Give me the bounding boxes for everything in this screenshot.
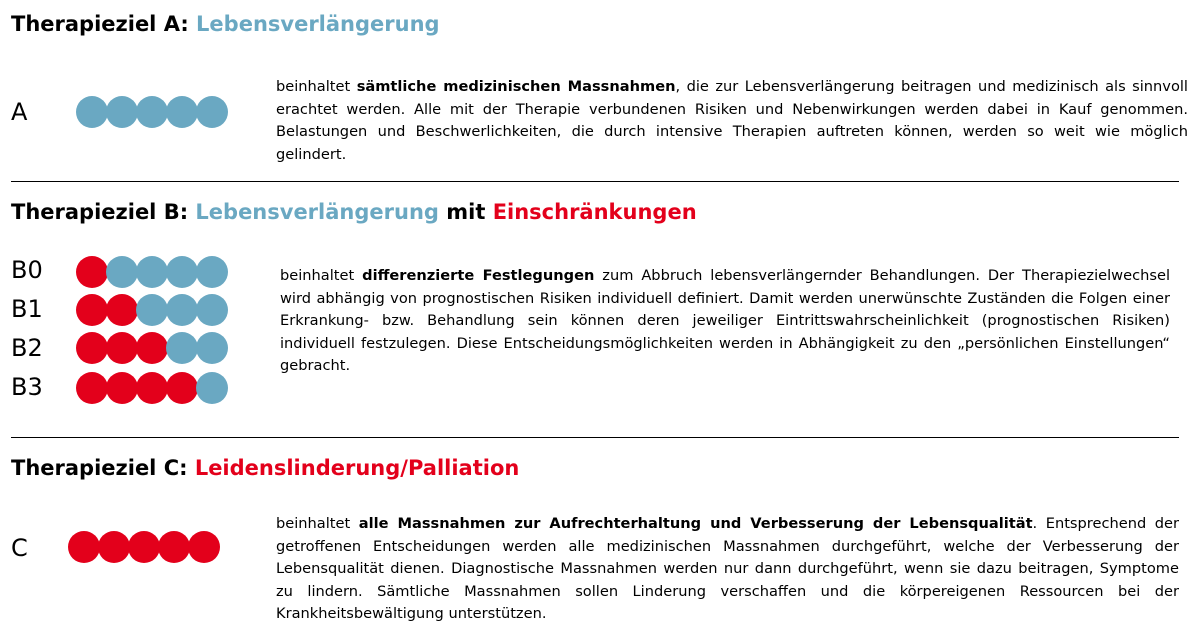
blue-dot <box>166 256 198 288</box>
blue-dot <box>106 256 138 288</box>
section-c-title <box>11 456 519 480</box>
section-b-title: Therapieziel B: Lebensverlängerung mit Einschränkungen <box>11 200 697 224</box>
red-dot <box>98 531 130 563</box>
blue-dot <box>196 332 228 364</box>
section-a-description-bold: sämtliche medizinischen Massnahmen <box>356 78 676 95</box>
dot-row-a <box>76 96 226 128</box>
section-c-title-highlight: Leidenslinderung/Palliation <box>194 456 520 480</box>
divider-b-c <box>11 437 1179 438</box>
blue-dot <box>196 96 228 128</box>
red-dot <box>68 531 100 563</box>
dot-row-c <box>68 531 218 563</box>
red-dot <box>106 294 138 326</box>
code-a: A <box>11 98 28 126</box>
red-dot <box>158 531 190 563</box>
red-dot <box>76 294 108 326</box>
section-b-title-highlight: Lebensverlängerung <box>195 200 439 224</box>
blue-dot <box>196 294 228 326</box>
red-dot <box>76 372 108 404</box>
code-b0: B0 <box>11 256 43 284</box>
red-dot <box>188 531 220 563</box>
red-dot <box>136 372 168 404</box>
blue-dot <box>106 96 138 128</box>
section-b-description: beinhaltet differenzierte Festlegungen zum Abbruch lebensverlängernder Behandlungen. Der Therapiezielwechsel wird abhängig von prognostischen Risiken individuell definiert. Damit werden unerwünschte Zuständen die Folgen einer Erkrankung- bzw. Behandlung sein können deren jeweiliger Eintrittswahrscheinlichkeit (prognostischen Risiken) individuell festzulegen. Diese Entscheidungsmöglichkeiten werden in Abhängigkeit zu den „persönlichen Einstellungen“ gebracht. <box>280 267 1170 374</box>
red-dot <box>106 372 138 404</box>
dot-row-b2 <box>76 332 226 364</box>
code-b1: B1 <box>11 295 43 323</box>
dot-row-b1 <box>76 294 226 326</box>
blue-dot <box>136 294 168 326</box>
blue-dot <box>166 294 198 326</box>
section-b-title-highlight2: Einschränkungen <box>492 200 697 224</box>
blue-dot <box>196 372 228 404</box>
section-b-description-bold: differenzierte Festlegungen <box>362 267 595 284</box>
blue-dot <box>166 332 198 364</box>
section-a-title-prefix: Therapieziel A: <box>11 12 197 36</box>
blue-dot <box>136 256 168 288</box>
dot-row-b0 <box>76 256 226 288</box>
section-a-description: beinhaltet sämtliche medizinischen Massnahmen, die zur Lebensverlängerung beitragen und medizinisch als sinnvoll erachtet werden. Alle mit der Therapie verbundenen Risiken und Nebenwirkungen werden dabei in Kauf genommen. Belastungen und Beschwerlichkeiten, die durch intensive Therapien auftreten können, werden so weit wie möglich gelindert. <box>276 78 1188 163</box>
code-c: C <box>11 534 28 562</box>
red-dot <box>128 531 160 563</box>
divider-a-b <box>11 181 1179 182</box>
red-dot <box>76 256 108 288</box>
blue-dot <box>76 96 108 128</box>
red-dot <box>136 332 168 364</box>
red-dot <box>106 332 138 364</box>
blue-dot <box>136 96 168 128</box>
blue-dot <box>166 96 198 128</box>
red-dot <box>166 372 198 404</box>
section-a-title <box>11 12 440 36</box>
section-c-description: beinhaltet alle Massnahmen zur Aufrechterhaltung und Verbesserung der Lebensqualität. Entsprechend der getroffenen Entscheidungen werden alle medizinischen Massnahmen durchgeführt, welche der Verbesserung der Lebensqualität dienen. Diagnostische Massnahmen werden nur dann durchgeführt, wenn sie dazu beitragen, Symptome zu lindern. Sämtliche Massnahmen sollen Linderung verschaffen und die körpereigenen Ressourcen bei der Krankheitsbewältigung unterstützen. <box>276 515 1179 622</box>
code-b2: B2 <box>11 334 43 362</box>
red-dot <box>76 332 108 364</box>
section-b-title-prefix: Therapieziel B: <box>11 200 196 224</box>
code-b3: B3 <box>11 373 43 401</box>
dot-row-b3 <box>76 372 226 404</box>
section-a-title-highlight: Lebensverlängerung <box>196 12 440 36</box>
section-c-title-prefix: Therapieziel C: <box>11 456 195 480</box>
section-c-description-bold: alle Massnahmen zur Aufrechterhaltung und Verbesserung der Lebensqualität <box>358 515 1033 532</box>
blue-dot <box>196 256 228 288</box>
